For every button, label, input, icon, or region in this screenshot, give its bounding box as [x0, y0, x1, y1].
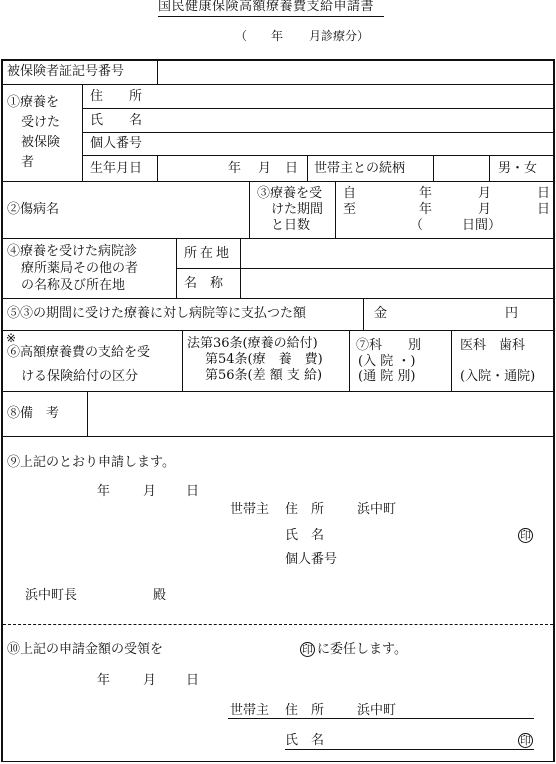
- period-label-line2: けた期間: [271, 202, 324, 217]
- delegate-field[interactable]: [186, 638, 298, 658]
- disease-field[interactable]: [80, 184, 246, 236]
- benefit-label-line2: ける保険給付の区分: [21, 369, 139, 384]
- birth-month-label: 月: [258, 161, 272, 176]
- application-date-day: 日: [186, 484, 200, 499]
- hospital-label-line3: の名称及び所在地: [21, 278, 126, 293]
- to-month: 月: [478, 202, 492, 217]
- application-statement: ⑨上記のとおり申請します。: [7, 455, 175, 470]
- benefit-label-line1: ⑥高額療養費の支給を受: [7, 345, 151, 360]
- patient-label-line3: 被保険: [21, 135, 61, 150]
- address-label: 住 所: [90, 89, 143, 104]
- application-seal-text: 印: [520, 529, 531, 542]
- patient-label-line4: 者: [21, 155, 35, 170]
- from-month: 月: [478, 186, 492, 201]
- delegation-address-label: 住 所: [285, 703, 325, 718]
- patient-label-line2: 受けた: [21, 115, 61, 130]
- disease-label: ②傷病名: [7, 202, 60, 217]
- delegation-date-month: 月: [143, 673, 157, 688]
- hospital-label-line1: ④療養を受けた病院診: [7, 244, 138, 259]
- period-open: （: [235, 29, 248, 43]
- application-date-month: 月: [143, 484, 157, 499]
- delegation-name-field[interactable]: [355, 729, 515, 749]
- inpatient-option[interactable]: (入 院 ・): [358, 354, 416, 369]
- paid-money-prefix: 金: [374, 306, 388, 321]
- application-personal-number-label: 個人番号: [285, 552, 338, 567]
- hospital-label-line2: 療所薬局その他の者: [21, 261, 139, 276]
- delegation-statement-suffix: に委任します。: [317, 642, 407, 657]
- paid-amount-label: ⑤③の期間に受けた療養に対し病院等に支払つた額: [7, 306, 307, 321]
- honorific: 殿: [153, 588, 167, 603]
- from-day: 日: [537, 186, 551, 201]
- application-address-label: 住 所: [285, 502, 325, 517]
- hospital-address-label: 所在地: [184, 246, 233, 261]
- paid-money-suffix: 円: [505, 306, 519, 321]
- period-month: 月診療分）: [309, 29, 370, 43]
- dept-inout-options[interactable]: (入院・通院): [460, 369, 536, 384]
- benefit-mark: ※: [6, 331, 17, 345]
- insured-number-label: 被保険者証記号番号: [7, 64, 125, 79]
- delegation-statement-prefix: ⑩上記の申請金額の受領を: [7, 642, 164, 657]
- hospital-name-label: 名 称: [184, 276, 224, 291]
- title-underline: [158, 16, 384, 17]
- remarks-label: ⑧備 考: [7, 406, 60, 421]
- paid-amount-field[interactable]: [392, 301, 502, 327]
- application-personal-number-field[interactable]: [355, 548, 545, 568]
- application-householder-label: 世帯主: [230, 502, 270, 517]
- law-item-36[interactable]: 法第36条(療養の給付): [187, 336, 318, 351]
- name-field[interactable]: [160, 110, 550, 130]
- insured-number-field[interactable]: [160, 62, 550, 82]
- personal-number-label: 個人番号: [90, 136, 143, 151]
- delegation-seal-text: 印: [302, 643, 313, 656]
- delegation-address-underline: [228, 718, 534, 719]
- birthdate-label: 生年月日: [90, 161, 143, 176]
- period-label-line1: ③療養を受: [257, 186, 323, 201]
- application-seal-icon: [518, 528, 533, 543]
- application-name-field[interactable]: [355, 524, 515, 544]
- remarks-field[interactable]: [90, 393, 551, 434]
- law-item-54[interactable]: 第54条(療 養 費): [205, 352, 323, 367]
- to-year: 年: [419, 202, 433, 217]
- dept-options[interactable]: 医科 歯科: [460, 338, 526, 353]
- delegation-seal2-icon: [518, 733, 533, 748]
- name-label: 氏 名: [90, 113, 143, 128]
- law-item-56[interactable]: 第56条(差 額 支 給): [205, 368, 323, 383]
- from-label: 自: [343, 186, 357, 201]
- hospital-name-field[interactable]: [243, 270, 551, 296]
- to-day: 日: [537, 202, 551, 217]
- period-label-line3: と日数: [271, 218, 311, 233]
- to-label: 至: [343, 202, 357, 217]
- delegation-seal-icon: [300, 642, 315, 657]
- delegation-name-underline: [285, 749, 534, 750]
- application-address-value[interactable]: 浜中町: [357, 502, 397, 517]
- personal-number-field[interactable]: [160, 134, 550, 154]
- delegation-date-year: 年: [97, 673, 111, 688]
- application-name-label: 氏 名: [285, 528, 325, 543]
- application-date-year: 年: [97, 484, 111, 499]
- delegation-date-day: 日: [186, 673, 200, 688]
- patient-label-line1: ①療養を: [7, 95, 60, 110]
- outpatient-option[interactable]: (通 院 別): [358, 369, 416, 384]
- days-label: （ 日間）: [410, 218, 502, 233]
- birth-year-label: 年: [228, 161, 242, 176]
- period-year: 年: [271, 29, 284, 43]
- delegation-name-label: 氏 名: [285, 733, 325, 748]
- relation-field[interactable]: [435, 157, 487, 179]
- addressee: 浜中町長: [25, 588, 78, 603]
- delegation-householder-label: 世帯主: [230, 703, 270, 718]
- relation-label: 世帯主との続柄: [314, 161, 406, 176]
- category-label: ⑦科 別: [356, 338, 422, 353]
- delegation-address-value[interactable]: 浜中町: [357, 703, 397, 718]
- form-title: 国民健康保険高額療養費支給申請書: [158, 0, 375, 14]
- delegation-seal2-text: 印: [520, 734, 531, 747]
- hospital-address-field[interactable]: [243, 240, 551, 266]
- address-field[interactable]: [160, 86, 550, 106]
- sex-options[interactable]: 男・女: [498, 161, 538, 176]
- from-year: 年: [419, 186, 433, 201]
- birth-day-label: 日: [285, 161, 299, 176]
